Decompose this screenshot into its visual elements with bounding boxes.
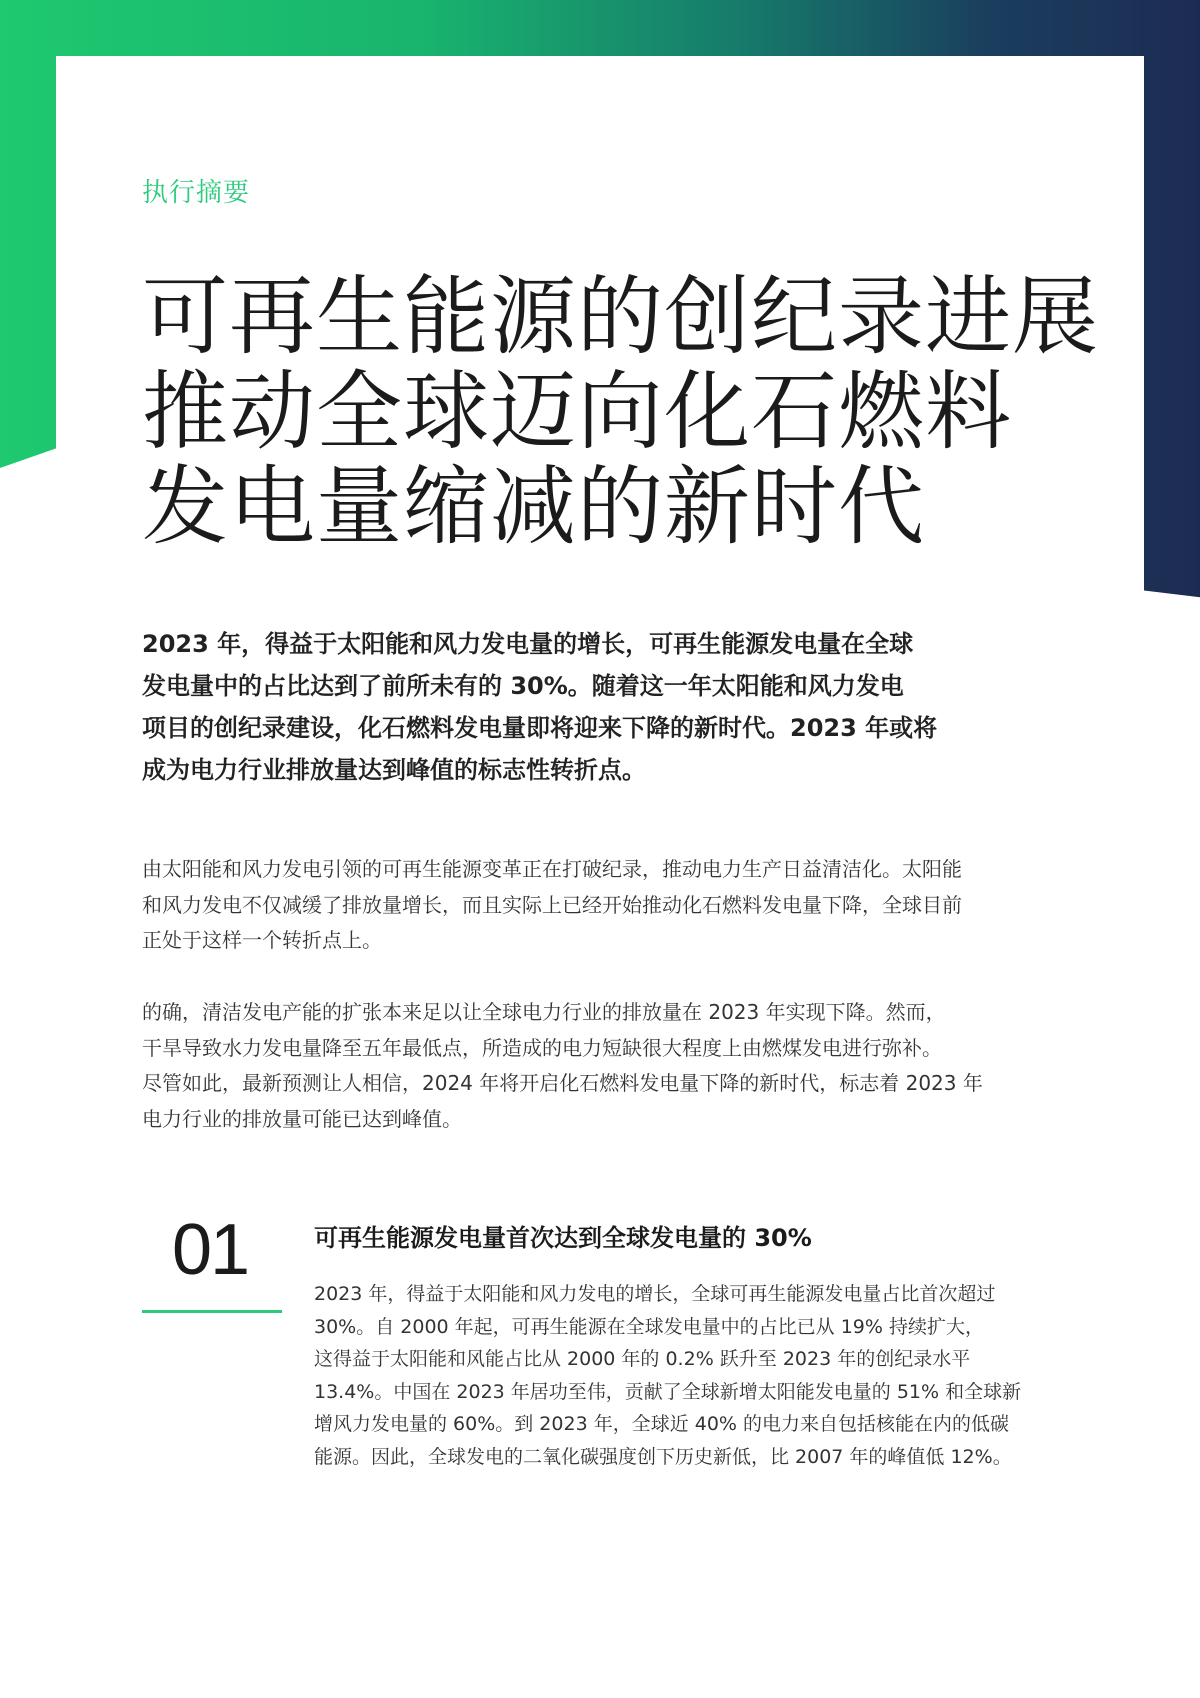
section-body-line: 这得益于太阳能和风能占比从 2000 年的 0.2% 跃升至 2023 年的创纪录水平 <box>314 1348 971 1370</box>
body-paragraph-1 <box>142 852 1062 959</box>
section-body-line: 13.4%。中国在 2023 年居功至伟，贡献了全球新增太阳能发电量的 51% 和全球新 <box>314 1380 1022 1403</box>
paragraph-line: 尽管如此，最新预测让人相信，2024 年将开启化石燃料发电量下降的新时代，标志着 2023 年 <box>142 1071 983 1095</box>
left-edge-cut <box>0 440 80 640</box>
section-underline <box>142 1310 282 1313</box>
paragraph-line: 和风力发电不仅减缓了排放量增长，而且实际上已经开始推动化石燃料发电量下降，全球目前 <box>142 892 962 917</box>
page-title <box>142 267 1099 557</box>
paragraph-line: 正处于这样一个转折点上。 <box>142 928 382 952</box>
paragraph-line: 干旱导致水力发电量降至五年最低点，所造成的电力短缺很大程度上由燃煤发电进行弥补。 <box>142 1035 942 1060</box>
body-paragraph-2 <box>142 995 1062 1137</box>
title-line: 推动全球迈向化石燃料 <box>142 362 1012 462</box>
section-title: 可再生能源发电量首次达到全球发电量的 30% <box>314 1224 812 1252</box>
paragraph-line: 电力行业的排放量可能已达到峰值。 <box>142 1106 462 1131</box>
lead-line: 成为电力行业排放量达到峰值的标志性转折点。 <box>142 756 646 784</box>
lead-line: 项目的创纪录建设，化石燃料发电量即将迎来下降的新时代。2023 年或将 <box>142 714 938 742</box>
lead-line: 2023 年，得益于太阳能和风力发电量的增长，可再生能源发电量在全球 <box>142 630 914 658</box>
paragraph-line: 由太阳能和风力发电引领的可再生能源变革正在打破纪录，推动电力生产日益清洁化。太阳能 <box>142 857 962 881</box>
title-line: 可再生能源的创纪录进展 <box>142 267 1099 367</box>
section-number: 01 <box>172 1210 249 1290</box>
right-edge-cut <box>1140 590 1200 650</box>
section-body-line: 能源。因此，全球发电的二氧化碳强度创下历史新低，比 2007 年的峰值低 12%。 <box>314 1445 1012 1468</box>
section-body <box>314 1278 1074 1473</box>
section-eyebrow: 执行摘要 <box>142 178 251 208</box>
section-body-line: 增风力发电量的 60%。到 2023 年，全球近 40% 的电力来自包括核能在内的低碳 <box>314 1413 1010 1435</box>
section-body-line: 30%。自 2000 年起，可再生能源在全球发电量中的占比已从 19% 持续扩大， <box>314 1315 984 1338</box>
section-body-line: 2023 年，得益于太阳能和风力发电的增长，全球可再生能源发电量占比首次超过 <box>314 1283 996 1305</box>
lead-line: 发电量中的占比达到了前所未有的 30%。随着这一年太阳能和风力发电 <box>142 672 904 700</box>
lead-paragraph <box>142 623 1002 791</box>
paragraph-line: 的确，清洁发电产能的扩张本来足以让全球电力行业的排放量在 2023 年实现下降。然而， <box>142 1000 946 1024</box>
title-line: 发电量缩减的新时代 <box>142 457 925 557</box>
